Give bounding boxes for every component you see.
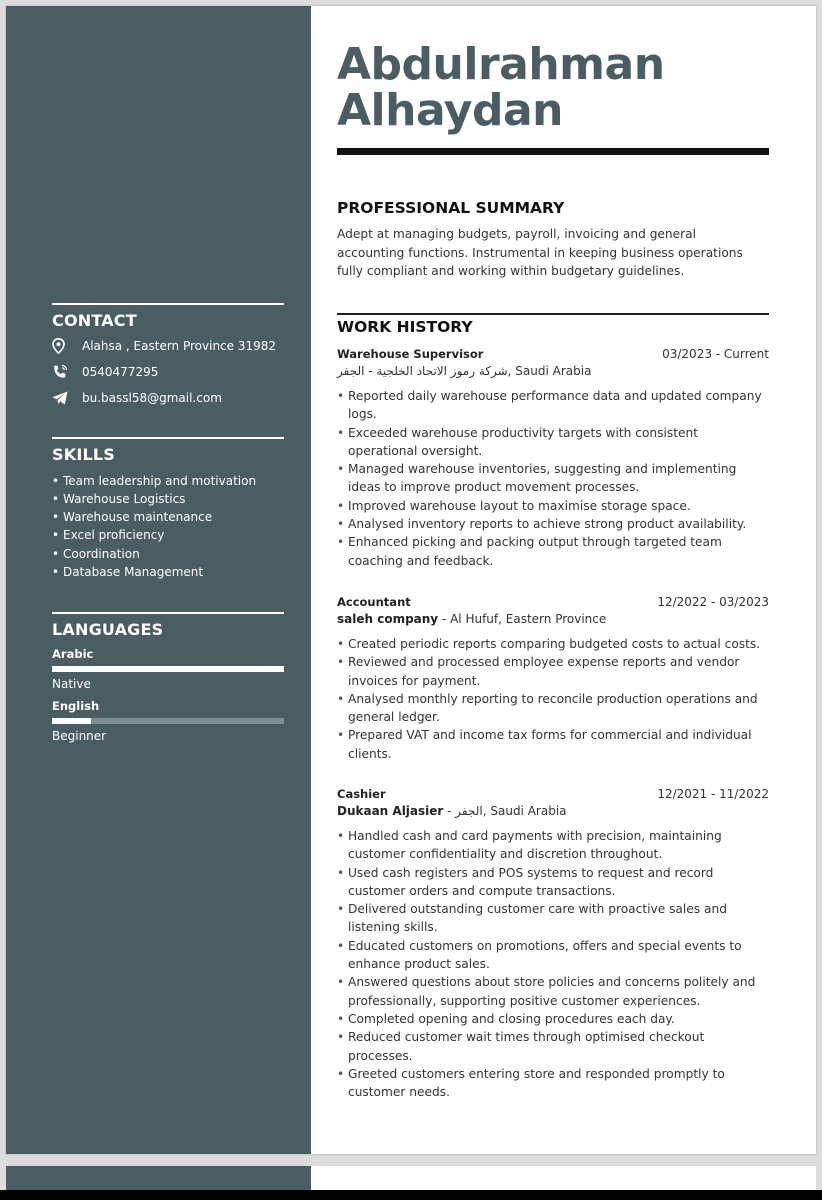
job-bullet: • Educated customers on promotions, offers and special events to enhance product sales. xyxy=(337,937,769,974)
job-bullet: • Managed warehouse inventories, suggesting and implementing ideas to improve product movement processes. xyxy=(337,460,769,497)
contact-section xyxy=(52,303,284,411)
last-name: Alhaydan xyxy=(337,85,563,136)
languages-divider xyxy=(52,612,284,614)
resume-page xyxy=(6,6,816,1154)
job-entry xyxy=(337,347,769,570)
language-item xyxy=(52,699,284,743)
job-bullet: • Delivered outstanding customer care with proactive sales and listening skills. xyxy=(337,900,769,937)
job-bullet: • Enhanced picking and packing output through targeted team coaching and feedback. xyxy=(337,533,769,570)
first-name: Abdulrahman xyxy=(337,39,665,90)
location-pin-icon xyxy=(52,338,82,354)
skills-list xyxy=(52,472,284,582)
skill-item: • Warehouse Logistics xyxy=(52,490,284,508)
summary-section xyxy=(337,199,765,281)
language-proficiency-bar xyxy=(52,718,284,724)
bottom-bar xyxy=(0,1190,822,1200)
job-company xyxy=(337,612,769,626)
job-bullet: • Completed opening and closing procedures each day. xyxy=(337,1010,769,1028)
contact-email xyxy=(52,385,284,411)
job-dates: 12/2021 - 11/2022 xyxy=(657,787,769,801)
job-bullet: • Reported daily warehouse performance data and updated company logs. xyxy=(337,387,769,424)
company-name: Dukaan Aljasier xyxy=(337,804,444,818)
skills-divider xyxy=(52,437,284,439)
job-bullet: • Prepared VAT and income tax forms for commercial and individual clients. xyxy=(337,726,769,763)
job-title: Warehouse Supervisor xyxy=(337,347,484,361)
skill-item: • Excel proficiency xyxy=(52,526,284,544)
phone-text: 0540477295 xyxy=(82,364,159,379)
send-icon xyxy=(52,391,82,405)
job-bullet: • Answered questions about store policies and concerns politely and professionally, supporting positive customer experiences. xyxy=(337,973,769,1010)
summary-heading: PROFESSIONAL SUMMARY xyxy=(337,199,565,217)
contact-divider xyxy=(52,303,284,305)
languages-section xyxy=(52,612,284,743)
skill-item: • Database Management xyxy=(52,563,284,581)
language-proficiency-fill xyxy=(52,718,91,724)
job-bullet: • Analysed monthly reporting to reconcile production operations and general ledger. xyxy=(337,690,769,727)
job-bullet: • Used cash registers and POS systems to request and record customer orders and compute transactions. xyxy=(337,864,769,901)
skill-item: • Warehouse maintenance xyxy=(52,508,284,526)
skill-item: • Team leadership and motivation xyxy=(52,472,284,490)
company-location: - الجفر, Saudi Arabia xyxy=(443,804,567,818)
language-item xyxy=(52,647,284,691)
job-dates: 12/2022 - 03/2023 xyxy=(657,595,769,609)
work-heading: WORK HISTORY xyxy=(337,318,473,336)
contact-phone xyxy=(52,359,284,385)
email-text: bu.bassl58@gmail.com xyxy=(82,390,222,405)
job-bullet: • Analysed inventory reports to achieve strong product availability. xyxy=(337,515,769,533)
job-dates: 03/2023 - Current xyxy=(662,347,769,361)
company-name: saleh company xyxy=(337,612,439,626)
job-bullet: • Improved warehouse layout to maximise storage space. xyxy=(337,497,769,515)
job-title: Accountant xyxy=(337,595,411,609)
job-title: Cashier xyxy=(337,787,386,801)
job-bullet: • Greeted customers entering store and responded promptly to customer needs. xyxy=(337,1065,769,1102)
address-text: Alahsa , Eastern Province 31982 xyxy=(82,338,277,353)
skills-heading: SKILLS xyxy=(52,444,115,464)
skill-item: • Coordination xyxy=(52,545,284,563)
job-bullet: • Created periodic reports comparing budgeted costs to actual costs. xyxy=(337,635,769,653)
name-divider xyxy=(337,148,769,155)
languages-heading: LANGUAGES xyxy=(52,619,164,639)
job-company xyxy=(337,364,769,378)
job-bullets xyxy=(337,827,769,1101)
contact-heading: CONTACT xyxy=(52,310,137,330)
job-entry xyxy=(337,595,769,763)
contact-address xyxy=(52,333,284,359)
company-name: شركة رموز الاتحاد الخلجية - الجفر xyxy=(337,364,508,378)
company-location: - Al Hufuf, Eastern Province xyxy=(438,612,607,626)
job-bullets xyxy=(337,387,769,570)
language-level: Beginner xyxy=(52,728,107,743)
language-level: Native xyxy=(52,676,91,691)
language-name: Arabic xyxy=(52,646,94,661)
job-bullet: • Reduced customer wait times through optimised checkout processes. xyxy=(337,1028,769,1065)
job-bullet: • Reviewed and processed employee expense reports and vendor invoices for payment. xyxy=(337,653,769,690)
job-bullet: • Handled cash and card payments with precision, maintaining customer confidentiality and discretion throughout. xyxy=(337,827,769,864)
work-divider xyxy=(337,313,769,315)
sidebar xyxy=(6,6,311,1154)
job-company xyxy=(337,804,769,818)
job-bullets xyxy=(337,635,769,763)
job-entry xyxy=(337,787,769,1101)
phone-icon xyxy=(52,364,82,380)
language-name: English xyxy=(52,698,100,713)
candidate-name xyxy=(337,39,665,136)
language-proficiency-fill xyxy=(52,666,284,672)
summary-text: Adept at managing budgets, payroll, invoicing and general accounting functions. Instrumental in keeping business operations fully compliant and working within budgetary guidelines. xyxy=(337,227,743,278)
language-proficiency-bar xyxy=(52,666,284,672)
company-location: , Saudi Arabia xyxy=(507,364,592,378)
job-bullet: • Exceeded warehouse productivity targets with consistent operational oversight. xyxy=(337,424,769,461)
skills-section xyxy=(52,437,284,581)
